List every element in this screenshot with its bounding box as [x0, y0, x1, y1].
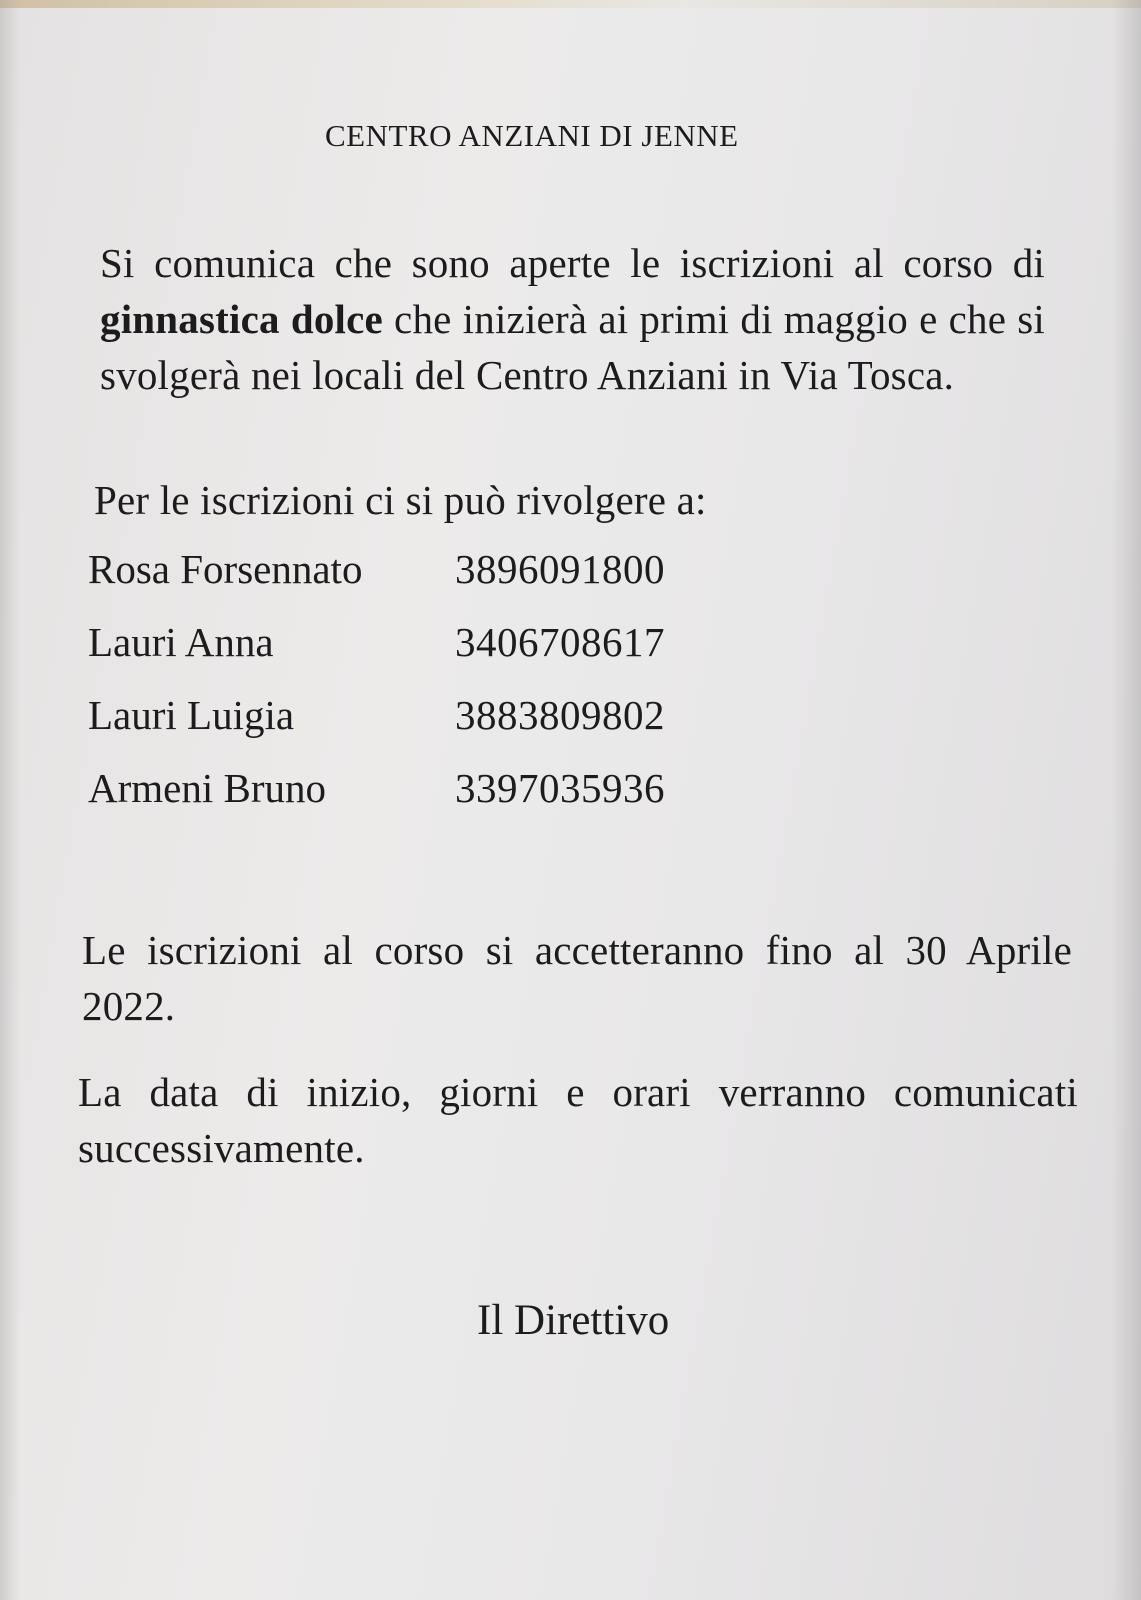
contact-name: Lauri Luigia [88, 692, 295, 738]
background-strip [0, 0, 1141, 8]
announcement-text-end: che inizierà ai primi di maggio e che si svolgerà nei locali del Centro Anziani in Via Tosca. [100, 296, 1046, 398]
contact-phone: 3896091800 [455, 546, 665, 592]
schedule-paragraph: La data di inizio, giorni e orari verranno comunicati successivamente. [78, 1069, 1078, 1171]
signature: Il Direttivo [477, 1297, 670, 1344]
contact-phone: 3406708617 [455, 619, 665, 665]
announcement-text-start: Si comunica che sono aperte le iscrizioni al corso di [100, 240, 1045, 286]
paper-shadow-left [0, 0, 20, 1600]
paper-shadow-right [1111, 0, 1141, 1600]
deadline-paragraph: Le iscrizioni al corso si accetteranno fino al 30 Aprile 2022. [82, 927, 1072, 1029]
course-name: ginnastica dolce [100, 296, 383, 342]
contact-name: Armeni Bruno [88, 765, 326, 811]
notice-heading: CENTRO ANZIANI DI JENNE [325, 118, 739, 153]
contact-name: Rosa Forsennato [88, 546, 363, 592]
announcement-paragraph [100, 235, 1045, 403]
contacts-intro: Per le iscrizioni ci si può rivolgere a: [94, 477, 707, 523]
contact-phone: 3397035936 [455, 765, 665, 811]
contact-name: Lauri Anna [88, 619, 274, 665]
contact-phone: 3883809802 [455, 692, 665, 738]
